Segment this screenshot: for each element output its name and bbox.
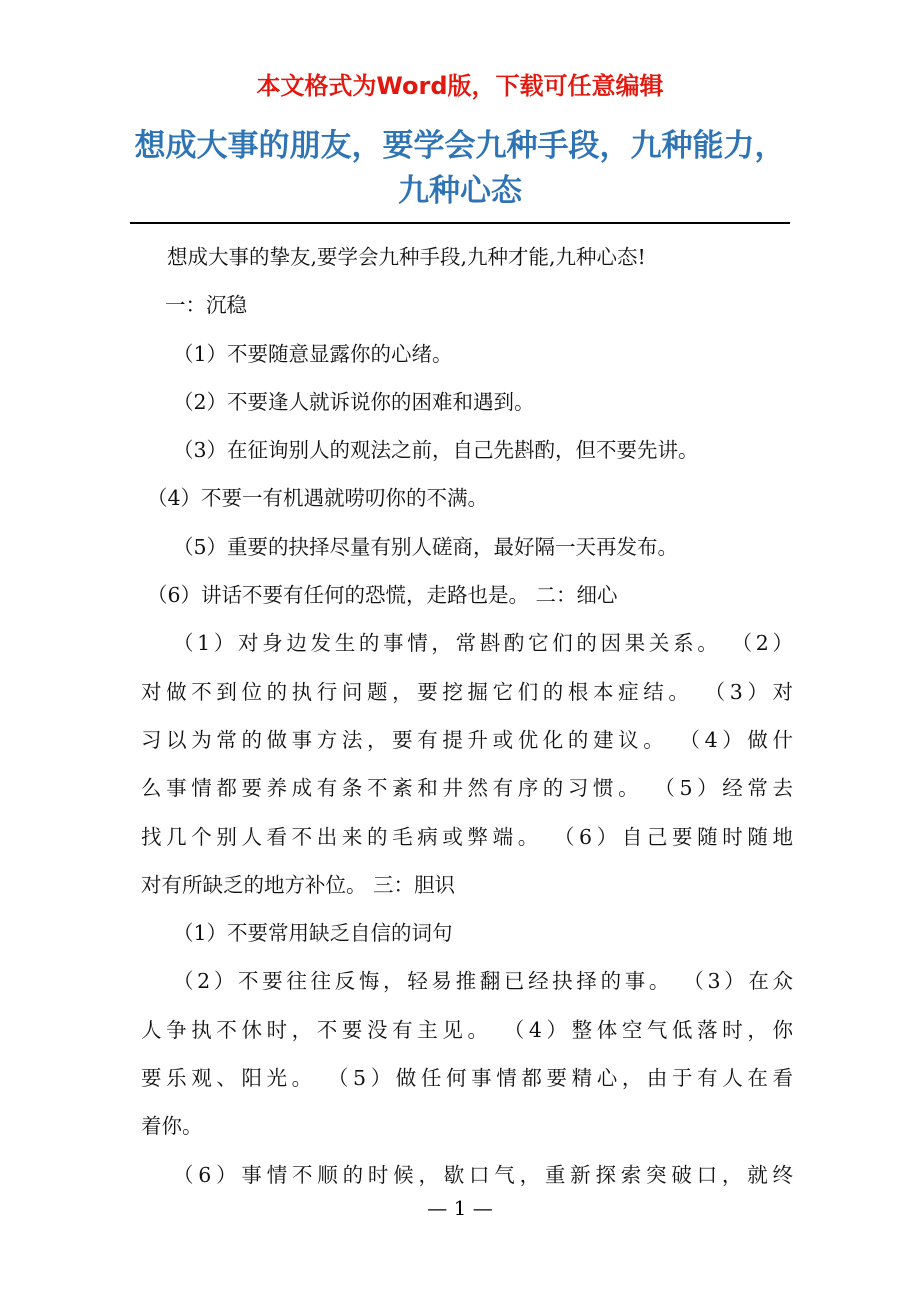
paragraph-line: 要乐观、阳光。 （5）做任何事情都要精心，由于有人在看 xyxy=(141,1066,793,1091)
paragraph-line: （1）对身边发生的事情，常斟酌它们的因果关系。 （2） xyxy=(173,631,793,656)
list-item: （1）不要随意显露你的心绪。 xyxy=(173,341,453,366)
list-item: （5）重要的抉择尽量有别人磋商，最好隔一天再发布。 xyxy=(173,534,679,559)
paragraph-line: 人争执不休时，不要没有主见。 （4）整体空气低落时，你 xyxy=(141,1017,793,1042)
paragraph-line: （6）事情不顺的时候，歇口气，重新探索突破口，就终 xyxy=(173,1162,793,1187)
document-title: 想成大事的朋友，要学会九种手段，九种能力，九种心态 xyxy=(134,128,786,209)
paragraph-line: （2）不要往往反悔，轻易推翻已经抉择的事。 （3）在众 xyxy=(173,969,793,994)
section-heading-chenwen: 一：沉稳 xyxy=(165,293,247,318)
paragraph-line: 着你。 xyxy=(141,1114,203,1139)
paragraph-line: 对做不到位的执行问题，要挖掘它们的根本症结。 （3）对 xyxy=(141,679,793,704)
list-item: （1）不要常用缺乏自信的词句 xyxy=(173,921,453,946)
list-item: （4）不要一有机遇就唠叨你的不满。 xyxy=(147,486,489,511)
paragraph-line: 习以为常的做事方法，要有提升或优化的建议。 （4）做什 xyxy=(141,727,793,752)
paragraph-line: 对有所缺乏的地方补位。 三：胆识 xyxy=(141,872,456,897)
title-divider xyxy=(130,222,790,224)
list-item: （2）不要逢人就诉说你的困难和遇到。 xyxy=(173,389,535,414)
document-body xyxy=(141,233,793,1199)
paragraph-line: 么事情都要养成有条不紊和井然有序的习惯。 （5）经常去 xyxy=(141,776,793,801)
list-item: （6）讲话不要有任何的恐慌，走路也是。 二：细心 xyxy=(147,583,618,608)
intro-line: 想成大事的挚友,要学会九种手段,九种才能,九种心态! xyxy=(167,245,646,269)
format-notice-banner: 本文格式为Word版，下载可任意编辑 xyxy=(256,72,664,100)
page-number: — 1 — xyxy=(427,1196,493,1220)
list-item: （3）在征询别人的观法之前，自己先斟酌，但不要先讲。 xyxy=(173,438,699,463)
paragraph-line: 找几个别人看不出来的毛病或弊端。 （6）自己要随时随地 xyxy=(141,824,793,849)
